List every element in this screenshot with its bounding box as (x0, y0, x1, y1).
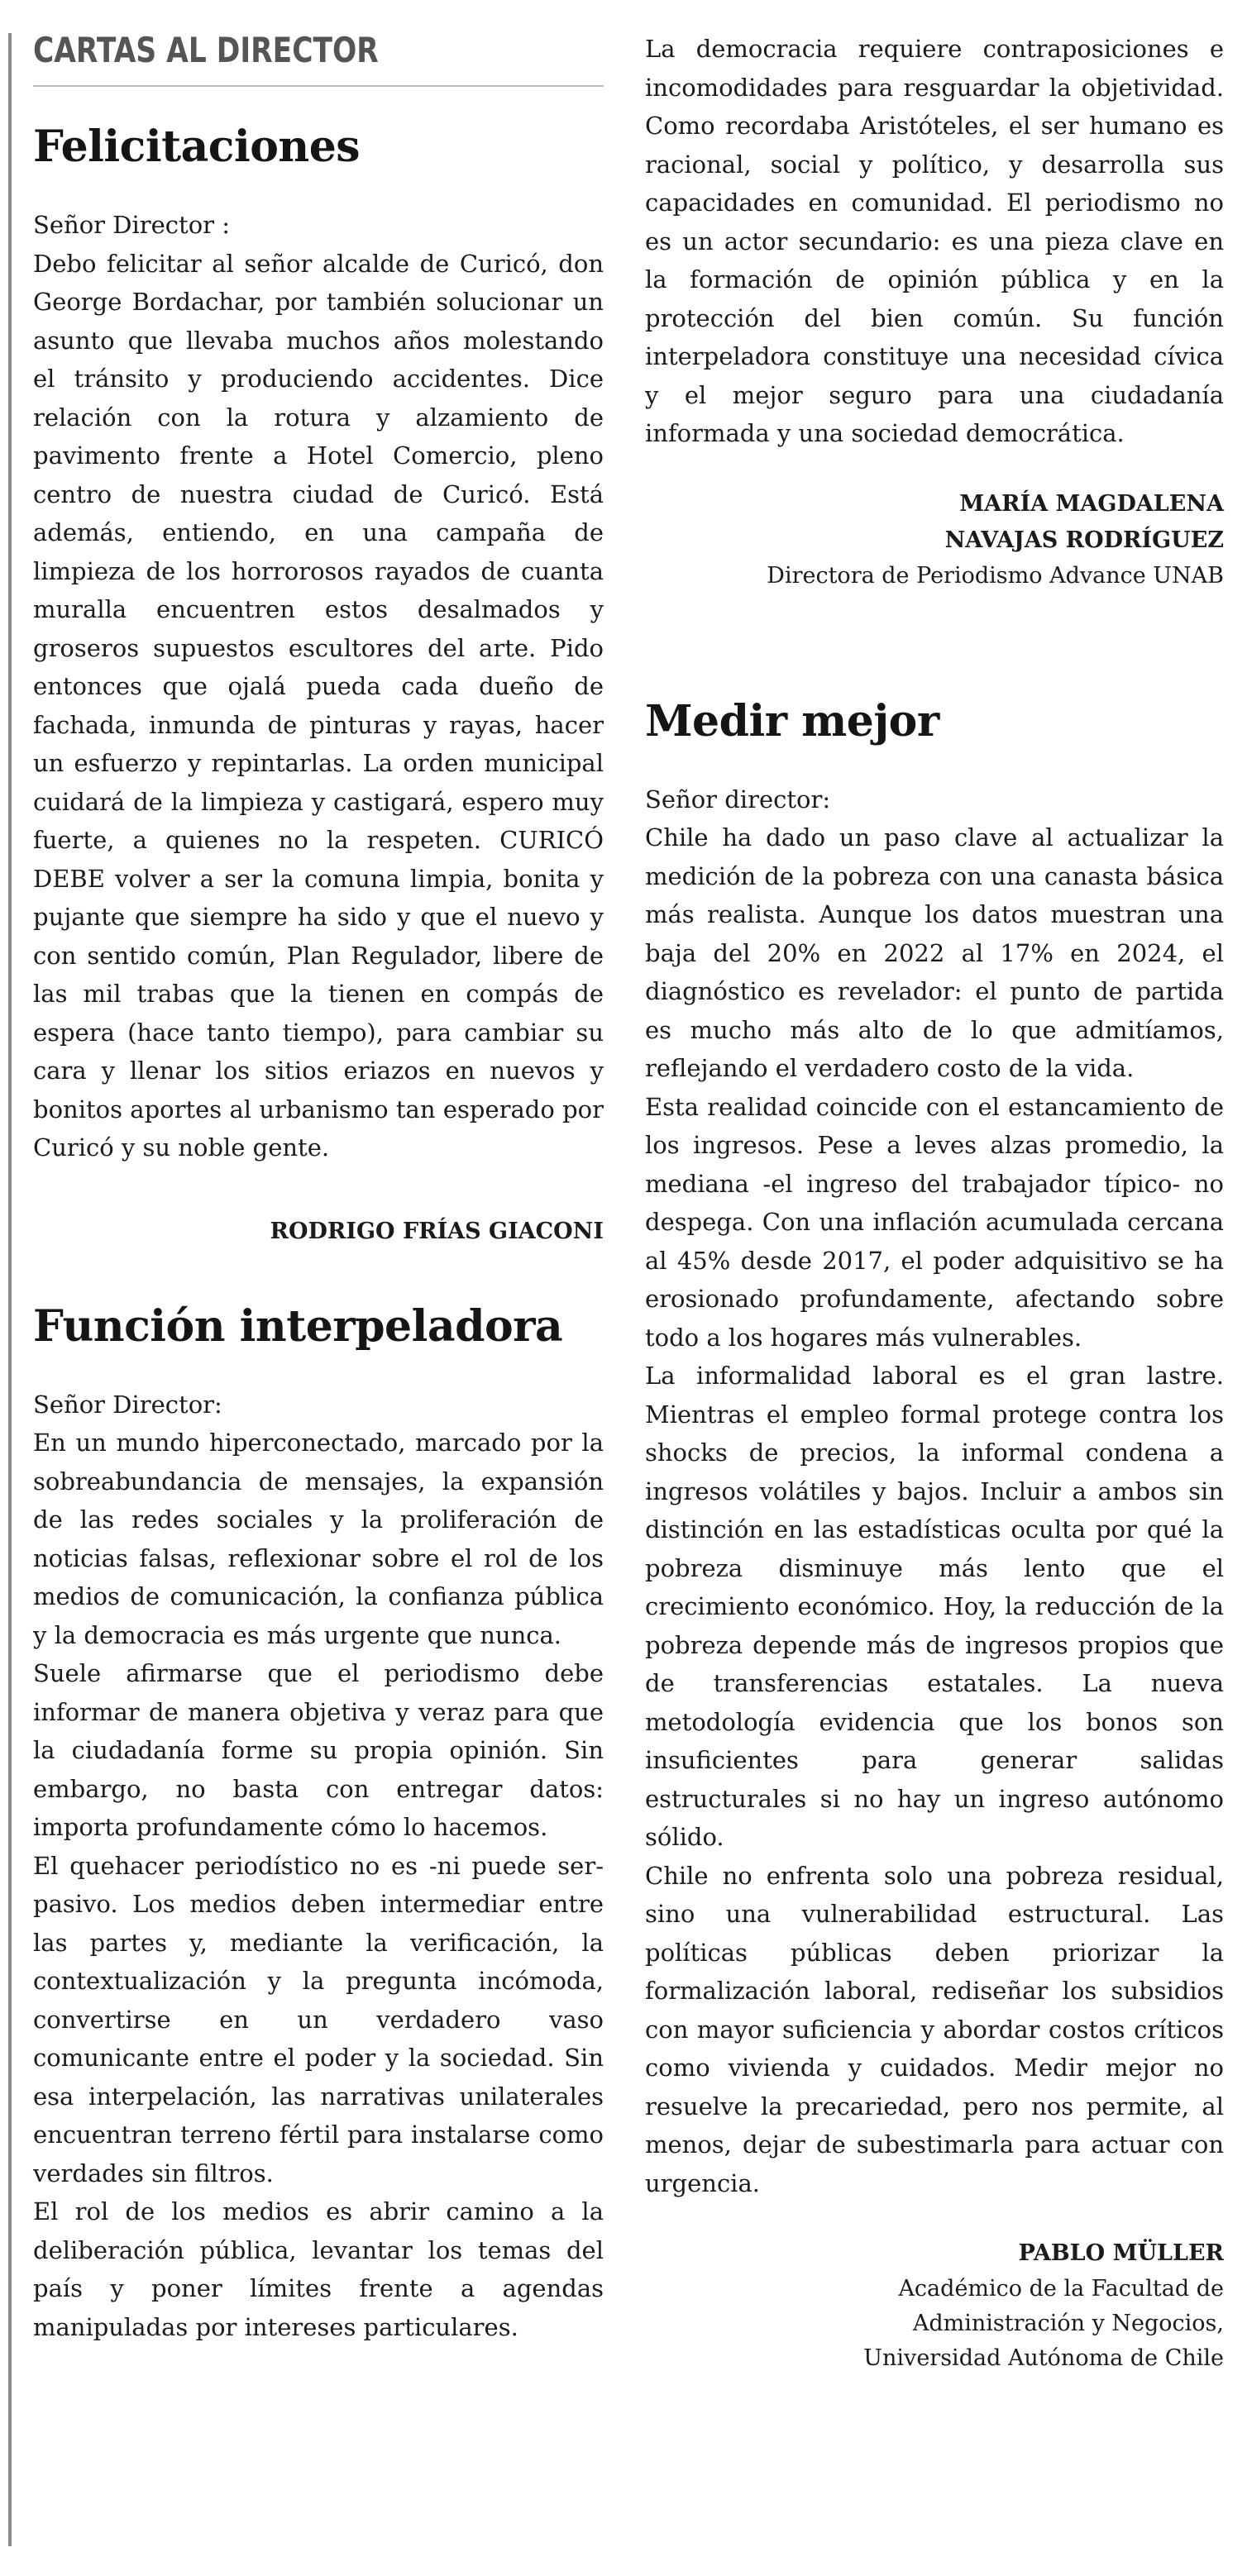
right-column (645, 30, 1224, 2376)
letter-salutation: Señor Director: (33, 1390, 222, 1419)
letter-paragraph: El rol de los medios es abrir camino a la deliberación pública, levantar los temas del país y poner límites frente a agendas manipuladas por intereses particulares. (33, 2197, 604, 2341)
letter-funcion-interpeladora (33, 1300, 604, 2347)
letter-signature: RODRIGO FRÍAS GIACONI (270, 1218, 604, 1244)
left-column (33, 30, 604, 2346)
letter-paragraph: Chile no enfrenta solo una pobreza residual, sino una vulnerabilidad estructural. Las políticas públicas deben priorizar la formalización laboral, rediseñar los subsidios con mayor suficiencia y abordar costos críticos como vivienda y cuidados. Medir mejor no resuelve la precariedad, pero nos permite, al menos, dejar de subestimarla para actuar con urgencia. (645, 1861, 1224, 2197)
letter-signature-title-line: Académico de la Facultad de (898, 2276, 1224, 2302)
letter-signature: PABLO MÜLLER (1018, 2240, 1224, 2266)
letter-paragraph: El quehacer periodístico no es -ni puede ser- pasivo. Los medios deben intermediar entre las partes y, mediante la verificación, la contextualización y la pregunta incómoda, convertirse en un verdadero vaso comunicante entre el poder y la sociedad. Sin esa interpelación, las narrativas unilaterales encuentran terreno fértil para instalarse como verdades sin filtros. (33, 1851, 604, 2187)
letter-salutation: Señor director: (645, 785, 831, 813)
letter-medir-mejor (645, 694, 1224, 2377)
letter-signature-title-line: Administración y Negocios, (912, 2311, 1224, 2336)
letter-title: Felicitaciones (33, 122, 361, 172)
letter-signature-line: MARÍA MAGDALENA (959, 490, 1224, 517)
letter-felicitaciones (33, 120, 604, 1250)
letter-signature-line: NAVAJAS RODRÍGUEZ (944, 527, 1224, 553)
letter-salutation: Señor Director : (33, 211, 231, 239)
section-label: CARTAS AL DIRECTOR (33, 30, 379, 70)
section-divider (33, 85, 604, 87)
left-margin-rule (8, 33, 12, 2546)
letter-paragraph: La informalidad laboral es el gran lastre. Mientras el empleo formal protege contra los shocks de precios, la informal condena a ingresos volátiles y bajos. Incluir a ambos sin distinción en las estadísticas oculta por qué la pobreza disminuye más lento que el crecimiento económico. Hoy, la reducción de la pobreza depende más de ingresos propios que de transferencias estatales. La nueva metodología evidencia que los bonos son insuficientes para generar salidas estructurales si no hay un ingreso autónomo sólido. (645, 1362, 1224, 1851)
letter-paragraph: Chile ha dado un paso clave al actualizar la medición de la pobreza con una canasta básica más realista. Aunque los datos muestran una baja del 20% en 2022 al 17% en 2024, el diagnóstico es revelador: el punto de partida es mucho más alto de lo que admitíamos, reflejando el verdadero costo de la vida. (645, 823, 1224, 1082)
letter-title: Función interpeladora (33, 1300, 563, 1352)
letter-signature-title-line: Universidad Autónoma de Chile (863, 2345, 1224, 2371)
letter-paragraph: Esta realidad coincide con el estancamiento de los ingresos. Pese a leves alzas promedio, la mediana -el ingreso del trabajador típico- no despega. Con una inflación acumulada cercana al 45% desde 2017, el poder adquisitivo se ha erosionado profundamente, afectando sobre todo a los hogares más vulnerables. (645, 1092, 1224, 1352)
letter-paragraph-continued: La democracia requiere contraposiciones e incomodidades para resguardar la objetividad. Como recordaba Aristóteles, el ser humano es racional, social y político, y desarrolla sus capacidades en comunidad. El periodismo no es un actor secundario: es una pieza clave en la formación de opinión pública y en la protección del bien común. Su función interpeladora constituye una necesidad cívica y el mejor seguro para una ciudadanía informada y una sociedad democrática. (645, 35, 1224, 447)
letter-paragraph: Debo felicitar al señor alcalde de Curicó, don George Bordachar, por también solucionar un asunto que llevaba muchos años molestando el tránsito y produciendo accidentes. Dice relación con la rotura y alzamiento de pavimento frente a Hotel Comercio, pleno centro de nuestra ciudad de Curicó. Está además, entiendo, en una campaña de limpieza de los horrorosos rayados de cuanta muralla encuentren estos desalmados y groseros supuestos escultores del arte. Pido entonces que ojalá pueda cada dueño de fachada, inmunda de pinturas y rayas, hacer un esfuerzo y repintarlas. La orden municipal cuidará de la limpieza y castigará, espero muy fuerte, a quienes no la respeten. CURICÓ DEBE volver a ser la comuna limpia, bonita y pujante que siempre ha sido y que el nuevo y con sentido común, Plan Regulador, libere de las mil trabas que la tienen en compás de espera (hace tanto tiempo), para cambiar su cara y llenar los sitios eriazos en nuevos y bonitos aportes al urbanismo tan esperado por Curicó y su noble gente. (33, 249, 604, 1162)
letter-signature-title: Directora de Periodismo Advance UNAB (767, 562, 1224, 589)
letter-title: Medir mejor (645, 695, 939, 747)
letter-paragraph: Suele afirmarse que el periodismo debe informar de manera objetiva y veraz para que la ciudadanía forme su propia opinión. Sin embargo, no basta con entregar datos: importa profundamente cómo lo hacemos. (33, 1659, 604, 1841)
letter-paragraph: En un mundo hiperconectado, marcado por la sobreabundancia de mensajes, la expansión de las redes sociales y la proliferación de noticias falsas, reflexionar sobre el rol de los medios de comunicación, la confianza pública y la democracia es más urgente que nunca. (33, 1429, 604, 1649)
